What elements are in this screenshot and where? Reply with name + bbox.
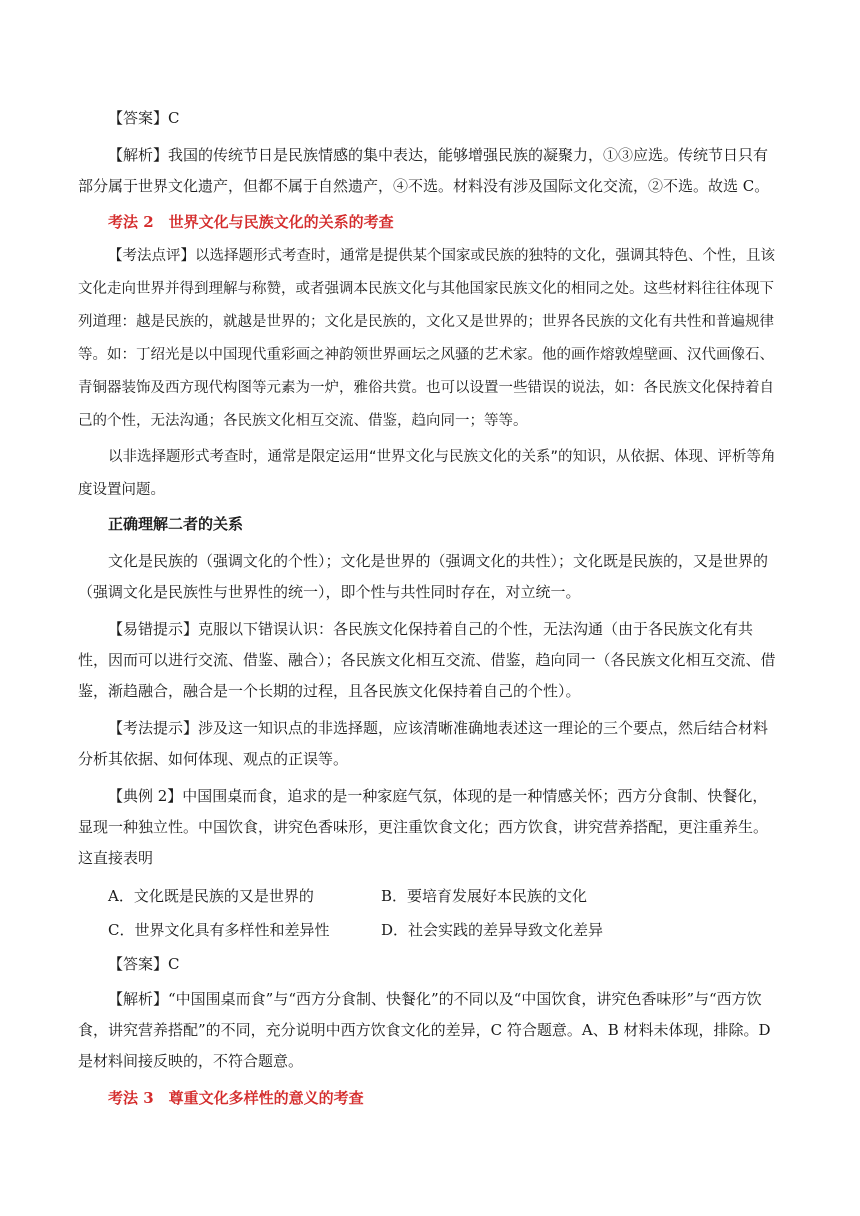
method-2-comment: 【考法点评】以选择题形式考查时，通常是提供某个国家或民族的独特的文化，强调其特色、个性，且该文化走向世界并得到理解与称赞，或者强调本民族文化与其他国家民族文化的相同之处。这些材料往往体现下列道理：越是民族的，就越是世界的；文化是民族的，文化又是世界的；世界各民族的文化有共性和普遍规律等。如：丁绍光是以中国现代重彩画之神韵领世界画坛之风骚的艺术家。他的画作熔敦煌壁画、汉代画像石、青铜器装饰及西方现代构图等元素为一炉，雅俗共赏。也可以设置一些错误的说法，如：各民族文化保持着自己的个性，无法沟通；各民族文化相互交流、借鉴，趋向同一；等等。 <box>78 248 775 429</box>
method-tip: 【考法提示】涉及这一知识点的非选择题，应该清晰准确地表述这一理论的三个要点，然后结合材料分析其依据、如何体现、观点的正误等。 <box>78 719 769 768</box>
mistake-tip: 【易错提示】克服以下错误认识：各民族文化保持着自己的个性，无法沟通（由于各民族文化有共性，因而可以进行交流、借鉴、融合）；各民族文化相互交流、借鉴，趋向同一（各民族文化相互交流、借鉴，渐趋融合，融合是一个长期的过程，且各民族文化保持着自己的个性）。 <box>78 620 776 700</box>
analysis-1: 【解析】我国的传统节日是民族情感的集中表达，能够增强民族的凝聚力，①③应选。传统节日只有部分属于世界文化遗产，但都不属于自然遗产，④不选。材料没有涉及国际文化交流，②不选。故选 C。 <box>78 146 770 195</box>
subheading-relation: 正确理解二者的关系 <box>108 515 244 533</box>
method-2-comment-nonchoice: 以非选择题形式考查时，通常是限定运用“世界文化与民族文化的关系”的知识，从依据、体现、评析等角度设置问题。 <box>78 449 776 498</box>
answer-1: 【答案】C <box>108 109 180 127</box>
relation-text: 文化是民族的（强调文化的个性）；文化是世界的（强调文化的共性）；文化既是民族的，又是世界的（强调文化是民族性与世界性的统一），即个性与共性同时存在，对立统一。 <box>78 552 769 601</box>
heading-method-2: 考法 2 世界文化与民族文化的关系的考查 <box>108 213 394 231</box>
analysis-2: 【解析】“中国围桌而食”与“西方分食制、快餐化”的不同以及“中国饮食，讲究色香味形”与“西方饮食，讲究营养搭配”的不同，充分说明中西方饮食文化的差异，C 符合题意。A、B 材料未体现，排除。D 是材料间接反映的，不符合题意。 <box>78 990 771 1070</box>
option-a: A．文化既是民族的又是世界的 <box>108 887 314 905</box>
option-c: C．世界文化具有多样性和差异性 <box>108 921 330 939</box>
answer-2: 【答案】C <box>108 955 180 973</box>
option-b: B．要培育发展好本民族的文化 <box>381 887 588 905</box>
example-2: 【典例 2】中国围桌而食，追求的是一种家庭气氛，体现的是一种情感关怀；西方分食制、快餐化，显现一种独立性。中国饮食，讲究色香味形，更注重饮食文化；西方饮食，讲究营养搭配，更注重养生。这直接表明 <box>78 787 769 867</box>
heading-method-3: 考法 3 尊重文化多样性的意义的考查 <box>108 1089 364 1107</box>
option-d: D．社会实践的差异导致文化差异 <box>381 921 604 939</box>
